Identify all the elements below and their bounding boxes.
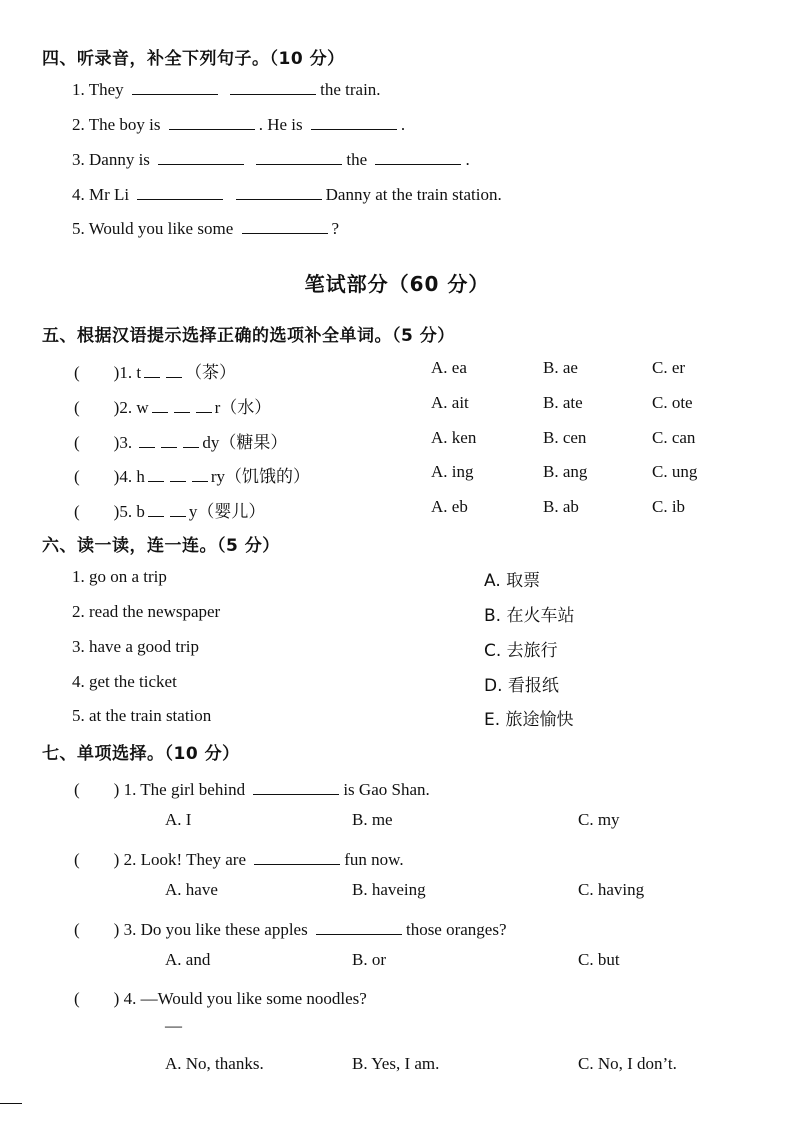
match-left-5[interactable]: 5. at the train station (72, 706, 212, 725)
letter-blank (170, 467, 186, 482)
answer-blank[interactable] (169, 115, 255, 130)
letter-blank (196, 398, 212, 413)
word-part: y (188, 502, 198, 521)
match-right-A[interactable]: A. 取票 (484, 571, 541, 591)
choice-question-1 (74, 775, 430, 800)
option-A[interactable]: A. ait (431, 393, 469, 412)
letter-blank (166, 363, 182, 378)
word-part: r (214, 398, 221, 417)
word-part: h (136, 467, 145, 486)
section-4-heading: 四、听录音，补全下列句子。（10 分） (42, 49, 345, 69)
item-text: Danny is (89, 150, 150, 169)
chinese-hint: （茶） (185, 363, 237, 383)
section-6-heading: 六、读一读，连一连。（5 分） (42, 536, 280, 556)
answer-parentheses[interactable]: ( ) (74, 989, 120, 1008)
question-text: is Gao Shan. (343, 780, 430, 799)
item-text: Would you like some (88, 219, 234, 238)
option-C[interactable]: C. er (652, 358, 686, 377)
option-A[interactable]: A. I (165, 810, 192, 829)
question-text: those oranges? (405, 920, 507, 939)
word-item-2 (74, 393, 271, 418)
word-item-4 (74, 462, 310, 487)
answer-blank (253, 780, 339, 795)
answer-blank (254, 850, 340, 865)
answer-blank[interactable] (375, 150, 461, 165)
match-left-1[interactable]: 1. go on a trip (72, 567, 167, 586)
option-A[interactable]: A. have (165, 880, 218, 899)
word-part: dy (202, 433, 220, 452)
option-A[interactable]: A. No, thanks. (165, 1054, 264, 1073)
word-part: w (136, 398, 149, 417)
item-text: . (400, 115, 406, 134)
question-text: 1. The girl behind (123, 780, 246, 799)
item-number: 2. (119, 398, 133, 417)
listen-item-3 (72, 150, 470, 170)
option-B[interactable]: B. ab (543, 497, 579, 516)
question-text: 4. —Would you like some noodles? (123, 989, 367, 1008)
word-part: t (136, 363, 142, 382)
question-text: fun now. (344, 850, 404, 869)
answer-parentheses[interactable]: ( ) (74, 850, 120, 869)
option-B[interactable]: B. cen (543, 428, 587, 447)
item-text: the train. (320, 80, 381, 99)
answer-blank[interactable] (256, 150, 342, 165)
question-text: 3. Do you like these apples (123, 920, 308, 939)
option-A[interactable]: A. ken (431, 428, 477, 447)
letter-blank (174, 398, 190, 413)
option-C[interactable]: C. having (578, 880, 645, 899)
match-right-D[interactable]: D. 看报纸 (484, 676, 559, 696)
item-number: 2. (72, 115, 85, 134)
match-right-B[interactable]: B. 在火车站 (484, 606, 575, 626)
item-text: . (465, 150, 470, 169)
match-left-4[interactable]: 4. get the ticket (72, 672, 177, 691)
item-number: 5. (119, 502, 133, 521)
option-B[interactable]: B. ae (543, 358, 578, 377)
option-C[interactable]: C. ote (652, 393, 693, 412)
word-item-1 (74, 358, 236, 383)
letter-blank (148, 502, 164, 517)
word-part: b (136, 502, 145, 521)
answer-parentheses[interactable]: ( ) (74, 780, 120, 799)
answer-parentheses[interactable]: ( ) (74, 502, 120, 521)
chinese-hint: （糖果） (219, 433, 288, 453)
answer-parentheses[interactable]: ( ) (74, 467, 120, 486)
choice-question-4 (74, 984, 367, 1009)
chinese-hint: （水） (220, 398, 272, 418)
option-C[interactable]: C. can (652, 428, 696, 447)
chinese-hint: （婴儿） (197, 502, 266, 522)
match-left-3[interactable]: 3. have a good trip (72, 637, 199, 656)
answer-blank[interactable] (236, 185, 322, 200)
letter-blank (139, 433, 155, 448)
item-text: ? (331, 219, 340, 238)
answer-blank[interactable] (242, 219, 328, 234)
item-text: . He is (258, 115, 303, 134)
chinese-hint: （饥饿的） (225, 467, 310, 487)
response-dash: — (165, 1016, 182, 1035)
option-C[interactable]: C. ib (652, 497, 686, 516)
section-5-heading: 五、根据汉语提示选择正确的选项补全单词。（5 分） (42, 326, 455, 346)
listen-item-2 (72, 115, 405, 135)
answer-parentheses[interactable]: ( ) (74, 920, 120, 939)
match-right-E[interactable]: E. 旅途愉快 (484, 710, 574, 730)
letter-blank (148, 467, 164, 482)
choice-question-3 (74, 915, 507, 940)
answer-parentheses[interactable]: ( ) (74, 398, 120, 417)
listen-item-4 (72, 185, 502, 205)
word-item-5 (74, 497, 265, 522)
letter-blank (144, 363, 160, 378)
item-text: They (88, 80, 124, 99)
item-number: 4. (72, 185, 85, 204)
answer-blank (316, 920, 402, 935)
item-text: Danny at the train station. (325, 185, 502, 204)
item-number: 3. (119, 433, 133, 452)
answer-blank[interactable] (137, 185, 223, 200)
letter-blank (192, 467, 208, 482)
answer-parentheses[interactable]: ( ) (74, 433, 120, 452)
item-text: Mr Li (89, 185, 130, 204)
option-B[interactable]: B. or (352, 950, 386, 969)
item-number: 4. (119, 467, 133, 486)
answer-blank[interactable] (132, 80, 218, 95)
item-number: 1. (72, 80, 85, 99)
match-right-C[interactable]: C. 去旅行 (484, 641, 558, 661)
page-corner-mark (0, 1103, 22, 1104)
option-A[interactable]: A. eb (431, 497, 468, 516)
item-number: 3. (72, 150, 85, 169)
option-C[interactable]: C. my (578, 810, 620, 829)
question-text: 2. Look! They are (123, 850, 246, 869)
option-A[interactable]: A. and (165, 950, 211, 969)
written-part-title: 笔试部分（60 分） (304, 272, 490, 296)
option-B[interactable]: B. ang (543, 462, 588, 481)
word-item-3 (74, 428, 287, 453)
option-B[interactable]: B. haveing (352, 880, 426, 899)
option-C[interactable]: C. No, I don’t. (578, 1054, 677, 1073)
option-B[interactable]: B. ate (543, 393, 583, 412)
option-C[interactable]: C. ung (652, 462, 698, 481)
listen-item-5 (72, 219, 339, 239)
letter-blank (161, 433, 177, 448)
answer-parentheses[interactable]: ( ) (74, 363, 120, 382)
item-text: The boy is (88, 115, 161, 134)
letter-blank (170, 502, 186, 517)
match-left-2[interactable]: 2. read the newspaper (72, 602, 221, 621)
option-A[interactable]: A. ea (431, 358, 467, 377)
item-number: 1. (119, 363, 133, 382)
option-B[interactable]: B. Yes, I am. (352, 1054, 440, 1073)
option-B[interactable]: B. me (352, 810, 393, 829)
letter-blank (152, 398, 168, 413)
answer-blank[interactable] (158, 150, 244, 165)
section-7-heading: 七、单项选择。（10 分） (42, 744, 240, 764)
answer-blank[interactable] (311, 115, 397, 130)
word-part: ry (210, 467, 225, 486)
answer-blank[interactable] (230, 80, 316, 95)
letter-blank (183, 433, 199, 448)
item-number: 5. (72, 219, 85, 238)
choice-question-2 (74, 845, 404, 870)
option-A[interactable]: A. ing (431, 462, 474, 481)
option-C[interactable]: C. but (578, 950, 620, 969)
listen-item-1 (72, 80, 381, 100)
item-text: the (346, 150, 368, 169)
